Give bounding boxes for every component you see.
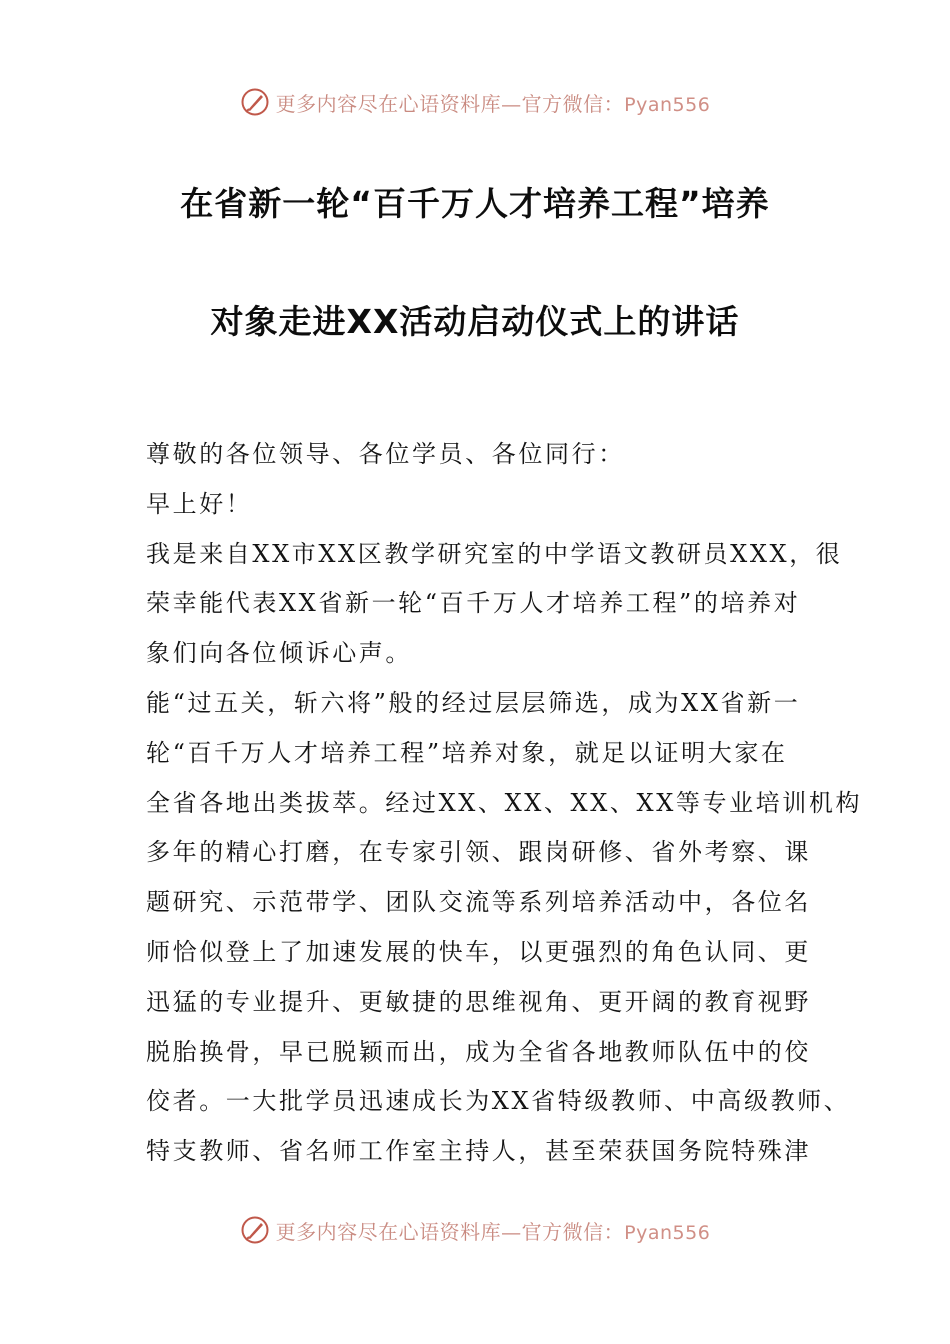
body-line: 特支教师、省名师工作室主持人，甚至荣获国务院特殊津 (146, 1137, 811, 1166)
body-line: 师恰似登上了加速发展的快车，以更强烈的角色认同、更 (146, 937, 811, 966)
watermark-banner-top (0, 82, 950, 122)
body-line: 轮“百千万人才培养工程”培养对象，就足以证明大家在 (146, 738, 788, 767)
watermark-contact: Pyan556 (624, 1221, 711, 1244)
body-line: 佼者。一大批学员迅速成长为XX省特级教师、中高级教师、 (146, 1087, 851, 1116)
speech-body (146, 430, 863, 1177)
watermark-contact: Pyan556 (624, 93, 711, 116)
body-line: 我是来自XX市XX区教学研究室的中学语文教研员XXX，很 (146, 539, 843, 568)
body-line-salutation: 尊敬的各位领导、各位学员、各位同行： (146, 440, 625, 468)
document-title-line-1: 在省新一轮“百千万人才培养工程”培养 (180, 184, 770, 223)
watermark-text: 更多内容尽在心语资料库—官方微信：Pyan556 (275, 91, 711, 116)
quill-logo-icon (240, 87, 270, 117)
watermark-text: 更多内容尽在心语资料库—官方微信：Pyan556 (275, 1219, 711, 1244)
document-title-line-2: 对象走进XX活动启动仪式上的讲话 (210, 302, 740, 341)
body-line-greeting: 早上好！ (146, 489, 253, 518)
quill-logo-icon (240, 1215, 270, 1245)
body-line: 全省各地出类拔萃。经过XX、XX、XX、XX等专业培训机构 (146, 788, 863, 817)
body-line: 多年的精心打磨，在专家引领、跟岗研修、省外考察、课 (146, 838, 811, 867)
body-line: 题研究、示范带学、团队交流等系列培养活动中，各位名 (146, 888, 811, 917)
body-line: 象们向各位倾诉心声。 (146, 639, 412, 668)
body-line: 迅猛的专业提升、更敏捷的思维视角、更开阔的教育视野 (146, 987, 811, 1016)
body-line: 能“过五关，斩六将”般的经过层层筛选，成为XX省新一 (146, 688, 801, 717)
watermark-banner-bottom (0, 1210, 950, 1250)
body-line: 脱胎换骨，早已脱颖而出，成为全省各地教师队伍中的佼 (146, 1037, 811, 1066)
body-line: 荣幸能代表XX省新一轮“百千万人才培养工程”的培养对 (146, 589, 801, 618)
